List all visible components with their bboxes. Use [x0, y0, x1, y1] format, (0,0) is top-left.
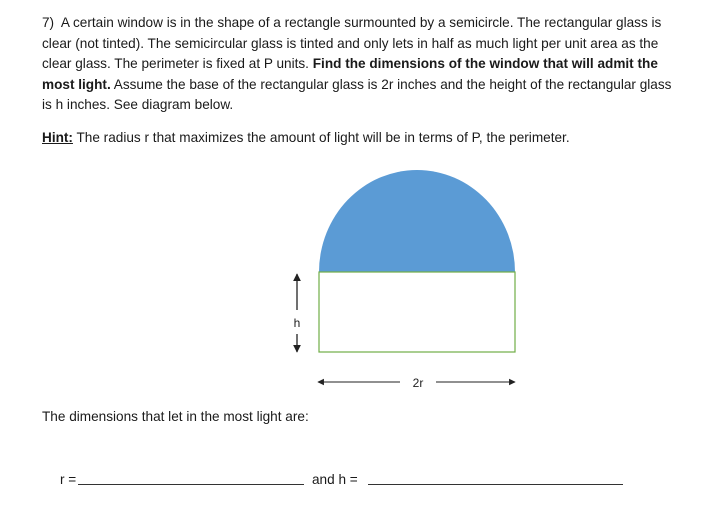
problem-text-1: A certain window is in the shape of a rectangle surmounted by a semicircle. The rectangular glass is clear (not tinted). The semicircular glass is tinted and only lets in half as much light per unit area as the clear glass. The perimeter is fixed at P units. — [42, 15, 662, 72]
answer-prompt: The dimensions that let in the most light are: — [42, 409, 309, 424]
problem-text-2: Assume the base of the rectangular glass is 2r inches and the height of the rectangular glass is h inches. See diagram below. — [42, 76, 672, 113]
problem-number: 7) — [42, 15, 55, 30]
r-answer-label: r = — [60, 472, 77, 487]
problem-bold-instruction: Find the dimensions of the window that will admit the most light. — [42, 56, 658, 92]
h-answer-label: and h = — [312, 472, 358, 487]
height-label: h — [293, 316, 301, 330]
semicircle-tinted-glass — [319, 170, 515, 272]
hint-text: The radius r that maximizes the amount of light will be in terms of P, the perimeter. — [76, 130, 570, 145]
hint-label: Hint: — [42, 130, 73, 145]
width-label: 2r — [412, 376, 424, 390]
h-answer-blank[interactable] — [368, 484, 623, 485]
r-answer-blank[interactable] — [78, 484, 304, 485]
rectangle-clear-glass — [319, 272, 515, 352]
